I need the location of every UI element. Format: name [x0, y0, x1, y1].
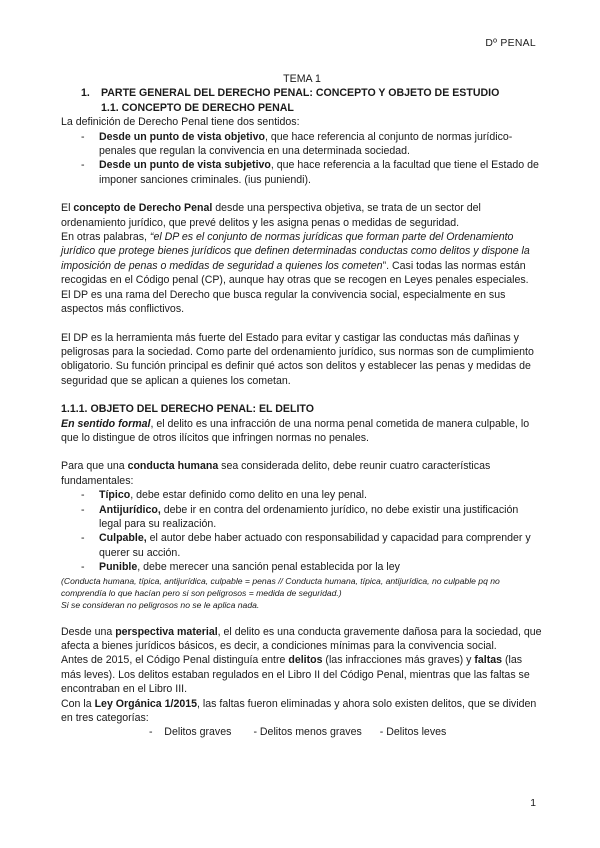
heading-1-1: 1.1. CONCEPTO DE DERECHO PENAL — [101, 101, 294, 114]
antes-2015-paragraph: Antes de 2015, el Código Penal distinguía entre delitos (las infracciones más graves) y faltas (las más leves). Los delitos estaban regulados en el Libro II del Código Penal, mientras que las faltas se encontraban en el Libro III. — [61, 654, 530, 696]
tema-title: TEMA 1 — [283, 73, 321, 85]
concepto-paragraph: El concepto de Derecho Penal desde una perspectiva objetiva, se trata de un sector del ordenamiento jurídico, que prevé delitos y les asigna penas o medidas de seguridad. — [61, 202, 481, 229]
list-item: - Punible, debe merecer una sanción penal establecida por la ley — [61, 560, 543, 574]
list-item — [61, 158, 543, 187]
list-item-bold: Desde un punto de vista subjetivo — [99, 159, 271, 172]
nota-no-peligrosos: Si se consideran no peligrosos no se le aplica nada. — [61, 599, 260, 610]
perspectiva-material-term: perspectiva material — [115, 625, 218, 638]
heading-1 — [81, 86, 543, 100]
conducta-term: conducta humana — [127, 460, 219, 473]
concepto-term: concepto de Derecho Penal — [73, 202, 213, 215]
categorias-line — [149, 725, 543, 739]
list-item-text: , que hace referencia al conjunto de normas jurídico-penales que regulan la convivencia en una determinada sociedad. — [99, 130, 513, 158]
list-item: - Culpable, el autor debe haber actuado con responsabilidad y capacidad para comprender y querer su acción. — [61, 531, 543, 560]
document-header: Dº PENAL — [485, 38, 536, 49]
heading-1-text: PARTE GENERAL DEL DERECHO PENAL: CONCEPTO Y OBJETO DE ESTUDIO — [101, 87, 500, 100]
perspectiva-material-paragraph: Desde una perspectiva material, el delito es una conducta gravemente dañosa para la sociedad, que afecta a bienes jurídicos básicos, es decir, a condiciones mínimas para la convivencia social. — [61, 625, 542, 652]
list-item-text: , que hace referencia a la facultad que tiene el Estado de imponer sanciones criminales. (ius puniendi). — [99, 159, 539, 186]
document-body — [61, 72, 543, 740]
list-item: - Típico, debe estar definido como delito en una ley penal. — [61, 488, 543, 502]
page-number: 1 — [530, 798, 536, 809]
faltas-term: faltas — [474, 654, 503, 667]
categoria-graves: - Delitos graves — [149, 726, 232, 739]
sentidos-list — [61, 130, 543, 188]
dp-rama-paragraph: El DP es una rama del Derecho que busca regular la convivencia social, especialmente en sus aspectos más conflictivos. — [61, 288, 506, 316]
intro-paragraph: La definición de Derecho Penal tiene dos sentidos: — [61, 116, 300, 129]
nota-penas: (Conducta humana, típica, antijurídica, culpable = penas // Conducta humana, típica, antijurídica, no culpable pq no comprendía lo que hacían pero si son peligrosos = medida de seguridad.) — [61, 575, 500, 598]
list-item: - Antijurídico, debe ir en contra del ordenamiento jurídico, no debe existir una justificación legal para su realización. — [61, 503, 543, 532]
dp-herramienta-paragraph: El DP es la herramienta más fuerte del Estado para evitar y castigar las conductas más dañinas y peligrosas para la sociedad. Como parte del ordenamiento jurídico, sus normas son de cumplimiento obligatorio. Su función principal es definir qué actos son delitos y establecer las penas y medidas de seguridad que se aplican a quienes los cometan. — [61, 331, 534, 387]
delitos-term: delitos — [288, 654, 323, 667]
otras-palabras-paragraph: En otras palabras, “el DP es el conjunto de normas jurídicas que forman parte del Ordenamiento jurídico que protege bienes jurídicos que definen determinadas conductas como delitos y dispone la imposición de penas o medidas de seguridad a quienes los cometen”. Casi todas las normas están recogidas en el Código penal (CP), aunque hay otras que se recogen en Leyes penales especiales. — [61, 231, 530, 287]
sentido-formal-term: En sentido formal — [61, 417, 151, 430]
categoria-menos-graves: - Delitos menos graves — [253, 726, 362, 739]
definition-quote: “el DP es el conjunto de normas jurídicas que forman parte del Ordenamiento jurídico que protege bienes jurídicos que definen determinadas conductas como delitos y dispone la imposición de penas o medidas de seguridad a quienes los cometen — [61, 231, 530, 272]
conducta-paragraph: Para que una conducta humana sea considerada delito, debe reunir cuatro características fundamentales: — [61, 460, 491, 487]
caracteristicas-list — [61, 488, 543, 574]
heading-1-number: 1. — [81, 87, 90, 100]
list-item — [61, 130, 543, 159]
list-item-bold: Desde un punto de vista objetivo — [99, 130, 265, 143]
ley-organica-paragraph: Con la Ley Orgánica 1/2015, las faltas fueron eliminadas y ahora solo existen delitos, que se dividen en tres categorías: — [61, 697, 537, 725]
heading-1-1-1: 1.1.1. OBJETO DEL DERECHO PENAL: EL DELITO — [61, 403, 314, 416]
categoria-leves: - Delitos leves — [379, 726, 447, 739]
sentido-formal-paragraph: En sentido formal, el delito es una infracción de una norma penal cometida de manera culpable, lo que lo distingue de otros ilícitos que infringen normas no penales. — [61, 417, 530, 444]
ley-organica-term: Ley Orgánica 1/2015 — [94, 697, 198, 710]
